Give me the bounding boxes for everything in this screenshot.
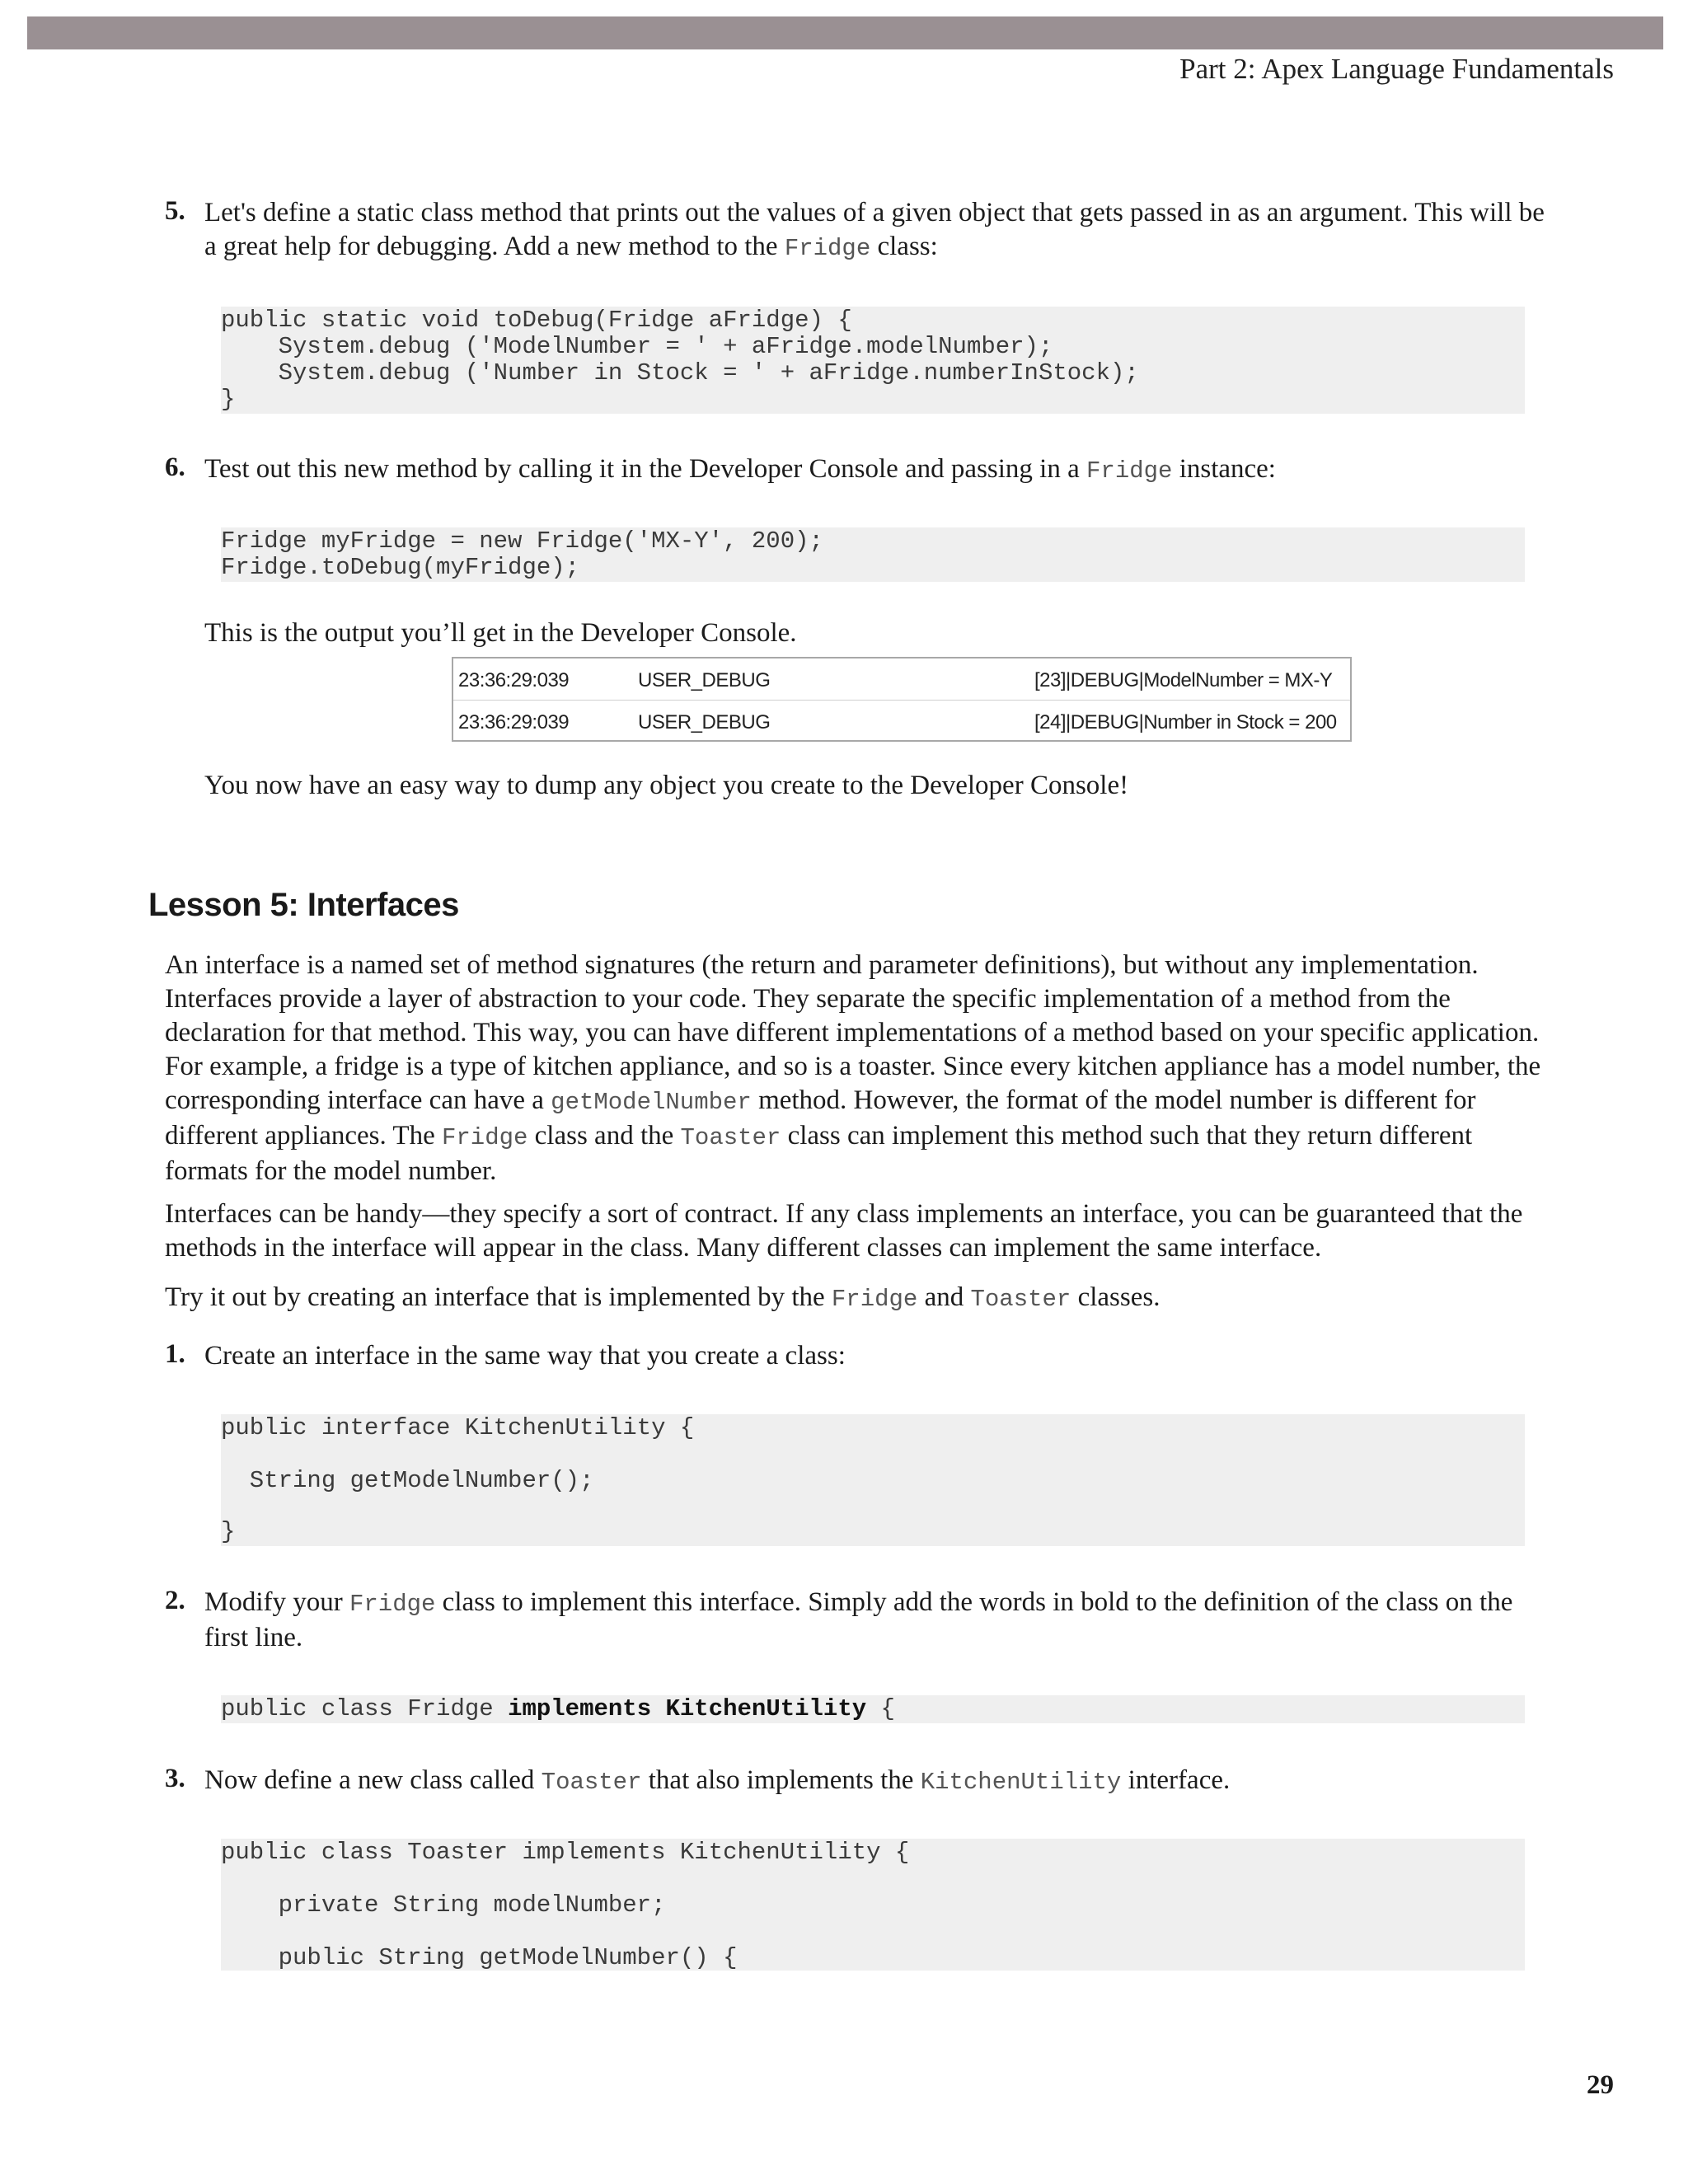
inline-code: Fridge <box>831 1286 918 1313</box>
console-row <box>453 658 1350 700</box>
code-line: public class Toaster implements KitchenUtility { <box>221 1839 910 1866</box>
code-line: public String getModelNumber() { <box>221 1944 738 1971</box>
code-line: private String modelNumber; <box>221 1891 666 1919</box>
console-event: USER_DEBUG <box>638 711 771 733</box>
lesson-paragraph: An interface is a named set of method signatures (the return and parameter definitions), but without any implementation. Interfaces provide a layer of abstraction to your code. They separate the specific implementation of a method from the declaration for that method. This way, you can have different implementations of a method based on your specific application. For example, a fridge is a type of kitchen appliance, and so is a toaster. Since every kitchen appliance has a model number, the corresponding interface can have a getModelNumber method. However, the format of the model number is different for different appliances. The Fridge class and the Toaster class can implement this method such that they return different formats for the model number. <box>165 950 1541 1186</box>
console-detail: [24]|DEBUG|Number in Stock = 200 <box>1034 711 1337 733</box>
step-number: 2. <box>165 1586 185 1615</box>
step-text: Modify your Fridge class to implement this interface. Simply add the words in bold to the definition of the class on the first line. <box>204 1587 1513 1652</box>
code-line: Fridge.toDebug(myFridge); <box>221 554 580 581</box>
step-text: Let's define a static class method that prints out the values of a given object that gets passed in as an argument. This will be a great help for debugging. Add a new method to the Fridge class: <box>204 198 1545 262</box>
code-block <box>221 1839 1525 1971</box>
inline-code: Fridge <box>441 1124 528 1151</box>
console-time: 23:36:29:039 <box>458 711 570 733</box>
console-detail: [23]|DEBUG|ModelNumber = MX-Y <box>1034 669 1333 691</box>
lesson-title: Lesson 5: Interfaces <box>148 887 459 923</box>
step-text: Test out this new method by calling it in the Developer Console and passing in a Fridge instance: <box>204 454 1276 485</box>
page-number: 29 <box>1587 2070 1614 2100</box>
step-text: Create an interface in the same way that you create a class: <box>204 1341 846 1371</box>
inline-code: Fridge <box>349 1591 436 1618</box>
lesson-paragraph: Interfaces can be handy—they specify a sort of contract. If any class implements an interface, you can be guaranteed that the methods in the interface will appear in the class. Many different classes can implement the same interface. <box>165 1199 1523 1263</box>
header-bar <box>27 16 1663 49</box>
code-line: public static void toDebug(Fridge aFridge) { <box>221 307 852 334</box>
running-header: Part 2: Apex Language Fundamentals <box>1179 53 1614 85</box>
code-line: Fridge myFridge = new Fridge('MX-Y', 200); <box>221 527 823 555</box>
console-time: 23:36:29:039 <box>458 669 570 691</box>
inline-code: Fridge <box>784 235 871 262</box>
code-line: String getModelNumber(); <box>221 1467 594 1494</box>
code-block <box>221 1695 1525 1723</box>
console-row <box>453 700 1350 742</box>
step-number: 5. <box>165 196 185 226</box>
step-text: Now define a new class called Toaster that also implements the KitchenUtility interface. <box>204 1765 1231 1796</box>
step-number: 1. <box>165 1339 185 1369</box>
code-line: System.debug ('Number in Stock = ' + aFridge.numberInStock); <box>221 359 1139 387</box>
code-line: public interface KitchenUtility { <box>221 1414 695 1441</box>
step-number: 3. <box>165 1764 185 1793</box>
code-line: public class Fridge implements KitchenUtility { <box>221 1695 895 1722</box>
developer-console-output <box>452 657 1352 742</box>
code-line: System.debug ('ModelNumber = ' + aFridge.modelNumber); <box>221 333 1053 360</box>
output-intro: This is the output you’ll get in the Developer Console. <box>204 618 797 648</box>
code-block <box>221 1414 1525 1546</box>
inline-code: Fridge <box>1086 457 1173 485</box>
lesson-paragraph: Try it out by creating an interface that is implemented by the Fridge and Toaster classes. <box>165 1282 1160 1313</box>
inline-code: Toaster <box>970 1286 1071 1313</box>
closing-note: You now have an easy way to dump any object you create to the Developer Console! <box>204 771 1129 800</box>
inline-code: Toaster <box>541 1769 642 1796</box>
console-event: USER_DEBUG <box>638 669 771 691</box>
bold-code: implements KitchenUtility <box>508 1695 867 1722</box>
inline-code: getModelNumber <box>551 1089 752 1116</box>
step-number: 6. <box>165 452 185 482</box>
code-block <box>221 307 1525 414</box>
code-line: } <box>221 386 236 413</box>
inline-code: KitchenUtility <box>920 1769 1122 1796</box>
code-block <box>221 527 1525 582</box>
code-line: } <box>221 1518 236 1545</box>
inline-code: Toaster <box>680 1124 781 1151</box>
